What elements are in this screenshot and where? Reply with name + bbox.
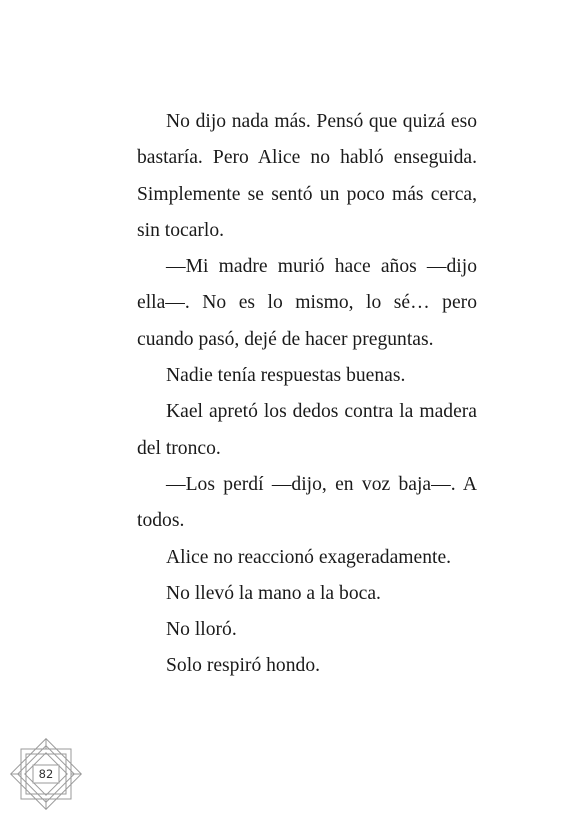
page-number-ornament	[10, 738, 82, 810]
paragraph-2: —Mi madre murió hace años —dijo ella—. No es lo mismo, lo sé… pero cuando pasó, dejé de hacer preguntas.	[137, 256, 477, 350]
page-number: 82	[38, 767, 54, 781]
paragraph-5: —Los perdí —dijo, en voz baja—. A todos.	[137, 473, 477, 532]
body-text	[137, 104, 477, 685]
paragraph-9: Solo respiró hondo.	[166, 655, 321, 677]
paragraph-4: Kael apretó los dedos contra la madera del tronco.	[137, 401, 477, 459]
paragraph-7: No llevó la mano a la boca.	[166, 582, 381, 604]
paragraph-8: No lloró.	[166, 619, 237, 641]
paragraph-6: Alice no reaccionó exageradamente.	[166, 546, 452, 568]
paragraph-1: No dijo nada más. Pensó que quizá eso bastaría. Pero Alice no habló enseguida. Simplemente se sentó un poco más cerca, sin tocarlo.	[137, 111, 477, 241]
paragraph-3: Nadie tenía respuestas buenas.	[166, 365, 406, 387]
